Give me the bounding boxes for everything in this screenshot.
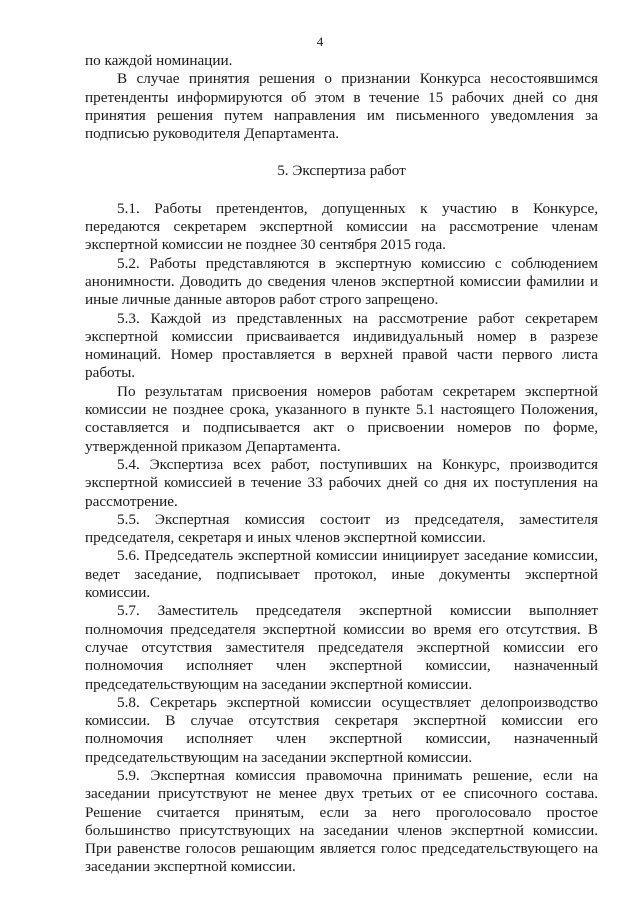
paragraph-numbering-act: По результатам присвоения номеров работам секретарем экспертной комиссии не позднее срока, указанного в пункте 5.1 настоящего Положения, составляется и подписывается акт о присвоении номеров по форме, утвержденной приказом Департамента. <box>85 382 598 455</box>
paragraph-5-7: 5.7. Заместитель председателя экспертной комиссии выполняет полномочия председателя экспертной комиссии во время его отсутствия. В случае отсутствия заместителя председателя экспертной комиссии его полномочия исполняет член экспертной комиссии, назначенный председательствующим на заседании экспертной комиссии. <box>85 602 598 693</box>
paragraph-5-4: 5.4. Экспертиза всех работ, поступивших на Конкурс, производится экспертной комиссией в течение 33 рабочих дней со дня их поступления на рассмотрение. <box>85 455 598 510</box>
page-number: 4 <box>316 34 324 49</box>
paragraph-5-1: 5.1. Работы претендентов, допущенных к участию в Конкурсе, передаются секретарем экспертной комиссии на рассмотрение членам экспертной комиссии не позднее 30 сентября 2015 года. <box>85 199 598 254</box>
paragraph-5-3: 5.3. Каждой из представленных на рассмотрение работ секретарем экспертной комиссии присваивается индивидуальный номер в разрезе номинаций. Номер проставляется в верхней правой части первого листа работы. <box>85 309 598 382</box>
section-title: 5. Экспертиза работ <box>277 162 406 180</box>
paragraph-5-2: 5.2. Работы представляются в экспертную комиссию с соблюдением анонимности. Доводить до сведения членов экспертной комиссии фамилии и иные личные данные авторов работ строго запрещено. <box>85 254 598 309</box>
paragraph-5-8: 5.8. Секретарь экспертной комиссии осуществляет делопроизводство комиссии. В случае отсутствия секретаря экспертной комиссии его полномочия исполняет член экспертной комиссии, назначенный председательствующим на заседании экспертной комиссии. <box>85 693 598 766</box>
paragraph-5-6: 5.6. Председатель экспертной комиссии инициирует заседание комиссии, ведет заседание, подписывает протокол, иные документы экспертной комиссии. <box>85 547 598 602</box>
paragraph-5-5: 5.5. Экспертная комиссия состоит из председателя, заместителя председателя, секретаря и иных членов экспертной комиссии. <box>85 510 598 547</box>
document-body <box>85 52 598 877</box>
intro-paragraph: В случае принятия решения о признании Конкурса несостоявшимся претенденты информируются об этом в течение 15 рабочих дней со дня принятия решения путем направления им письменного уведомления за подписью руководителя Департамента. <box>85 70 598 143</box>
paragraph-5-9: 5.9. Экспертная комиссия правомочна принимать решение, если на заседании присутствуют не менее двух третьих от ее списочного состава. Решение считается принятым, если за него проголосовало простое большинство присутствующих на заседании членов экспертной комиссии. При равенстве голосов решающим является голос председательствующего на заседании экспертной комиссии. <box>85 766 598 876</box>
intro-continuation: по каждой номинации. <box>85 52 233 69</box>
